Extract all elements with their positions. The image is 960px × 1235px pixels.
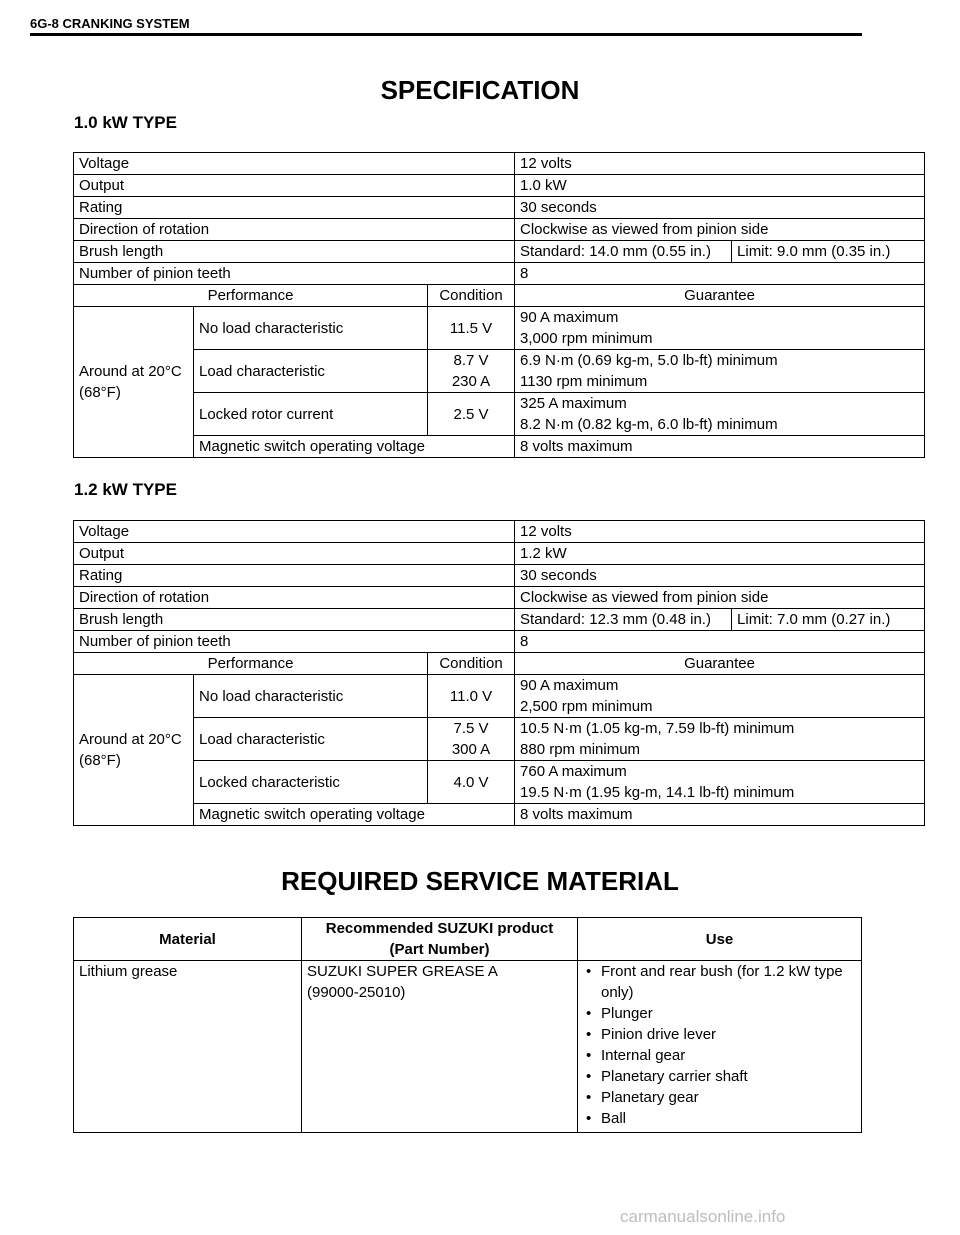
type1-title: 1.0 kW TYPE: [74, 113, 177, 132]
product-header-line1: Recommended SUZUKI product: [325, 920, 554, 937]
load-guarantee-line1: 10.5 N·m (1.05 kg-m, 7.59 lb-ft) minimum: [520, 720, 795, 737]
rating-label: Rating: [74, 197, 515, 219]
table-row: [74, 197, 925, 219]
brush-label: Brush length: [74, 241, 515, 263]
locked-guarantee-line2: 19.5 N·m (1.95 kg-m, 14.1 lb-ft) minimum: [520, 784, 795, 801]
table-row: [74, 804, 925, 826]
table-row: [74, 653, 925, 675]
brush-standard: Standard: 12.3 mm (0.48 in.): [515, 609, 732, 631]
list-item: • Internal gear: [583, 1045, 856, 1066]
guarantee-header: Guarantee: [515, 285, 925, 307]
load-condition: [428, 718, 515, 761]
voltage-label: Voltage: [74, 153, 515, 175]
material-header: Material: [74, 918, 302, 961]
spec-table-1-2kw: [73, 520, 925, 826]
load-label: Load characteristic: [194, 350, 428, 393]
locked-guarantee-line1: 325 A maximum: [520, 395, 627, 412]
rating-value: 30 seconds: [515, 197, 925, 219]
pinion-teeth-value: 8: [515, 263, 925, 285]
ambient-line2: (68°F): [79, 752, 121, 769]
performance-header: Performance: [74, 285, 428, 307]
noload-label: No load characteristic: [194, 675, 428, 718]
product-header: [302, 918, 578, 961]
table-row: [74, 521, 925, 543]
noload-guarantee: [515, 307, 925, 350]
locked-label: Locked rotor current: [194, 393, 428, 436]
locked-guarantee: [515, 761, 925, 804]
rotation-label: Direction of rotation: [74, 219, 515, 241]
table-row: [74, 675, 925, 718]
locked-guarantee: [515, 393, 925, 436]
table-row: [74, 219, 925, 241]
locked-condition: 2.5 V: [428, 393, 515, 436]
table-row: [74, 609, 925, 631]
type2-title: 1.2 kW TYPE: [74, 480, 177, 499]
noload-guarantee-line2: 3,000 rpm minimum: [520, 330, 653, 347]
load-condition-current: 230 A: [451, 373, 491, 390]
table-row: [74, 918, 862, 961]
list-item: • Front and rear bush (for 1.2 kW type only): [583, 961, 856, 1003]
table-row: [74, 631, 925, 653]
output-value: 1.2 kW: [515, 543, 925, 565]
specification-title: SPECIFICATION: [380, 75, 580, 105]
list-item: • Ball: [583, 1108, 856, 1129]
product-cell: [302, 961, 578, 1133]
brush-limit: Limit: 9.0 mm (0.35 in.): [732, 241, 925, 263]
table-row: [74, 285, 925, 307]
noload-guarantee-line1: 90 A maximum: [520, 309, 619, 326]
load-guarantee-line2: 880 rpm minimum: [520, 741, 641, 758]
load-condition: [428, 350, 515, 393]
noload-condition: 11.0 V: [428, 675, 515, 718]
table-row: [74, 436, 925, 458]
pinion-teeth-label: Number of pinion teeth: [74, 263, 515, 285]
use-header: Use: [578, 918, 862, 961]
locked-condition: 4.0 V: [428, 761, 515, 804]
locked-guarantee-line2: 8.2 N·m (0.82 kg-m, 6.0 lb-ft) minimum: [520, 416, 778, 433]
magnetic-label: Magnetic switch operating voltage: [194, 436, 515, 458]
locked-guarantee-line1: 760 A maximum: [520, 763, 627, 780]
table-row: [74, 961, 862, 1133]
condition-header: Condition: [428, 653, 515, 675]
load-guarantee: [515, 718, 925, 761]
table-row: [74, 718, 925, 761]
table-row: [74, 307, 925, 350]
product-name: SUZUKI SUPER GREASE A: [307, 963, 498, 980]
load-label: Load characteristic: [194, 718, 428, 761]
voltage-label: Voltage: [74, 521, 515, 543]
table-row: [74, 350, 925, 393]
performance-header: Performance: [74, 653, 428, 675]
part-number: (99000-25010): [307, 984, 406, 1001]
material-name: Lithium grease: [74, 961, 302, 1133]
ambient-condition: [74, 307, 194, 458]
magnetic-label: Magnetic switch operating voltage: [194, 804, 515, 826]
rating-value: 30 seconds: [515, 565, 925, 587]
table-row: [74, 543, 925, 565]
load-condition-voltage: 7.5 V: [453, 720, 489, 737]
magnetic-value: 8 volts maximum: [515, 804, 925, 826]
rating-label: Rating: [74, 565, 515, 587]
brush-limit: Limit: 7.0 mm (0.27 in.): [732, 609, 925, 631]
table-row: [74, 241, 925, 263]
brush-label: Brush length: [74, 609, 515, 631]
list-item: • Plunger: [583, 1003, 856, 1024]
watermark-footer: carmanualsonline.info: [620, 1207, 786, 1226]
table-row: [74, 565, 925, 587]
table-row: [74, 393, 925, 436]
voltage-value: 12 volts: [515, 521, 925, 543]
rotation-label: Direction of rotation: [74, 587, 515, 609]
noload-label: No load characteristic: [194, 307, 428, 350]
table-row: [74, 175, 925, 197]
rotation-value: Clockwise as viewed from pinion side: [515, 219, 925, 241]
brush-standard: Standard: 14.0 mm (0.55 in.): [515, 241, 732, 263]
table-row: [74, 587, 925, 609]
output-value: 1.0 kW: [515, 175, 925, 197]
uses-list: [583, 961, 856, 1129]
list-item: • Planetary carrier shaft: [583, 1066, 856, 1087]
list-item: • Pinion drive lever: [583, 1024, 856, 1045]
output-label: Output: [74, 543, 515, 565]
load-condition-current: 300 A: [451, 741, 491, 758]
voltage-value: 12 volts: [515, 153, 925, 175]
table-row: [74, 761, 925, 804]
ambient-line1: Around at 20°C: [79, 363, 182, 380]
rotation-value: Clockwise as viewed from pinion side: [515, 587, 925, 609]
service-material-title: REQUIRED SERVICE MATERIAL: [281, 866, 679, 896]
noload-guarantee: [515, 675, 925, 718]
list-item: • Planetary gear: [583, 1087, 856, 1108]
table-row: [74, 153, 925, 175]
condition-header: Condition: [428, 285, 515, 307]
ambient-line2: (68°F): [79, 384, 121, 401]
locked-label: Locked characteristic: [194, 761, 428, 804]
noload-guarantee-line2: 2,500 rpm minimum: [520, 698, 653, 715]
load-guarantee-line2: 1130 rpm minimum: [520, 373, 648, 390]
service-material-table: [73, 917, 862, 1133]
ambient-condition: [74, 675, 194, 826]
output-label: Output: [74, 175, 515, 197]
load-guarantee: [515, 350, 925, 393]
load-condition-voltage: 8.7 V: [453, 352, 489, 369]
noload-condition: 11.5 V: [428, 307, 515, 350]
table-row: [74, 263, 925, 285]
ambient-line1: Around at 20°C: [79, 731, 182, 748]
noload-guarantee-line1: 90 A maximum: [520, 677, 619, 694]
pinion-teeth-label: Number of pinion teeth: [74, 631, 515, 653]
guarantee-header: Guarantee: [515, 653, 925, 675]
pinion-teeth-value: 8: [515, 631, 925, 653]
load-guarantee-line1: 6.9 N·m (0.69 kg-m, 5.0 lb-ft) minimum: [520, 352, 778, 369]
magnetic-value: 8 volts maximum: [515, 436, 925, 458]
spec-table-1-0kw: [73, 152, 925, 458]
uses-cell: [578, 961, 862, 1133]
page-header: 6G-8 CRANKING SYSTEM: [30, 16, 862, 36]
product-header-line2: (Part Number): [389, 941, 490, 958]
